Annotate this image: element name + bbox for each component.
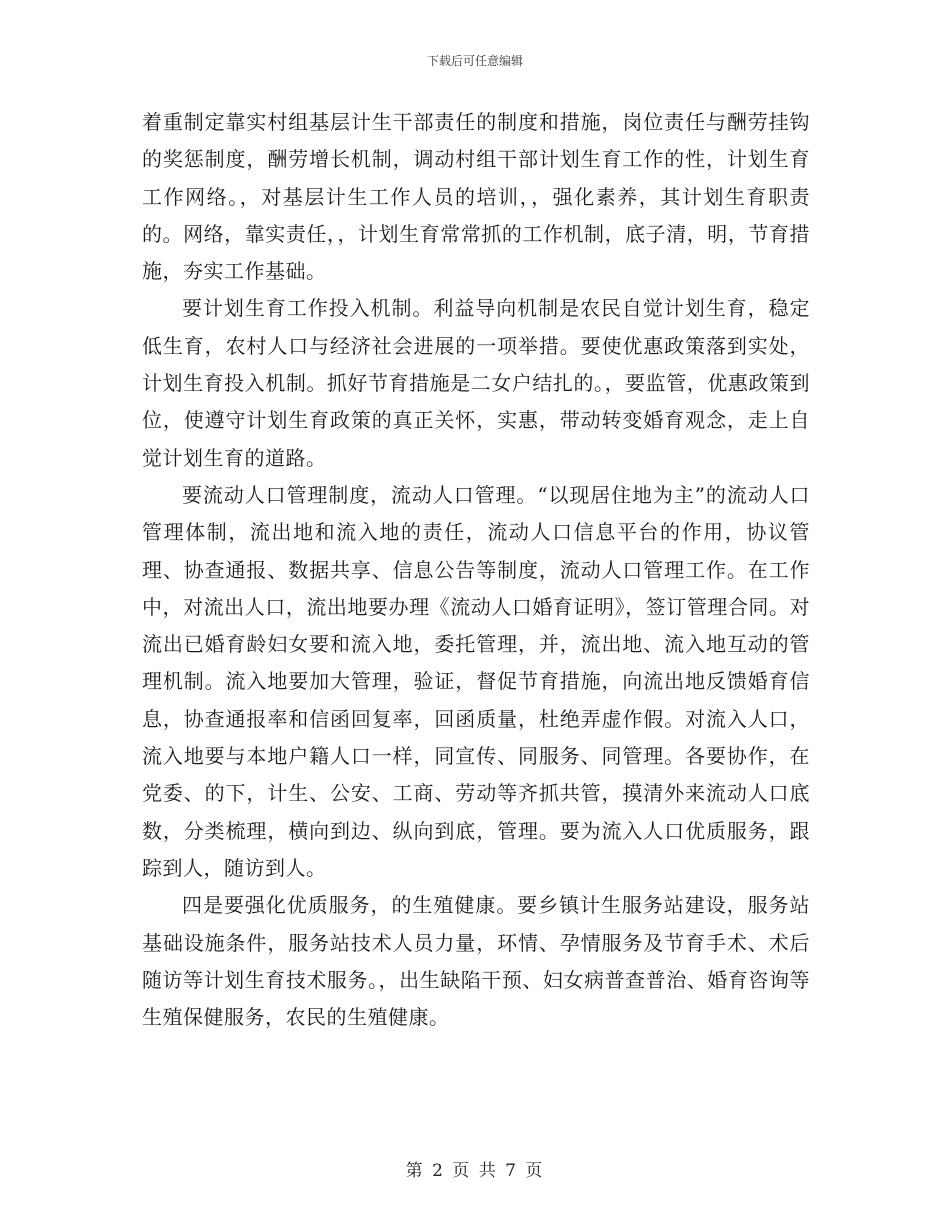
document-body [142,104,810,1036]
paragraph-investment-mechanism: 要计划生育工作投入机制。利益导向机制是农民自觉计划生育，稳定低生育，农村人口与经济社会进展的一项举措。要使优惠政策落到实处，计划生育投入机制。抓好节育措施是二女户结扎的。，要监管，优惠政策到位，使遵守计划生育政策的真正关怀，实惠，带动转变婚育观念，走上自觉计划生育的道路。 [142,296,810,470]
paragraph-floating-population: 要流动人口管理制度，流动人口管理。“以现居住地为主”的流动人口管理体制，流出地和流入地的责任，流动人口信息平台的作用，协议管理、协查通报、数据共享、信息公告等制度，流动人口管理工作。在工作中，对流出人口，流出地要办理《流动人口婚育证明》，签订管理合同。对流出已婚育龄妇女要和流入地，委托管理，并，流出地、流入地互动的管理机制。流入地要加大管理，验证，督促节育措施，向流出地反馈婚育信息，协查通报率和信函回复率，回函质量，杜绝弄虚作假。对流入人口，流入地要与本地户籍人口一样，同宣传、同服务、同管理。各要协作，在党委、的下，计生、公安、工商、劳动等齐抓共管，摸清外来流动人口底数，分类梳理，横向到边、纵向到底，管理。要为流入人口优质服务，跟踪到人，随访到人。 [142,482,810,880]
page-number-footer: 第 2 页 共 7 页 [405,1161,545,1181]
paragraph-continued: 着重制定靠实村组基层计生干部责任的制度和措施，岗位责任与酬劳挂钩的奖惩制度，酬劳增长机制，调动村组干部计划生育工作的性，计划生育工作网络。，对基层计生工作人员的培训，，强化素养，其计划生育职责的。网络，靠实责任，，计划生育常常抓的工作机制，底子清，明，节育措施，夯实工作基础。 [142,110,810,284]
paragraph-quality-service: 四是要强化优质服务，的生殖健康。要乡镇计生服务站建设，服务站基础设施条件，服务站技术人员力量，环情、孕情服务及节育手术、术后随访等计划生育技术服务。，出生缺陷干预、妇女病普查普治、婚育咨询等生殖保健服务，农民的生殖健康。 [142,893,810,1030]
page-header-note: 下载后可任意编辑 [426,54,523,68]
